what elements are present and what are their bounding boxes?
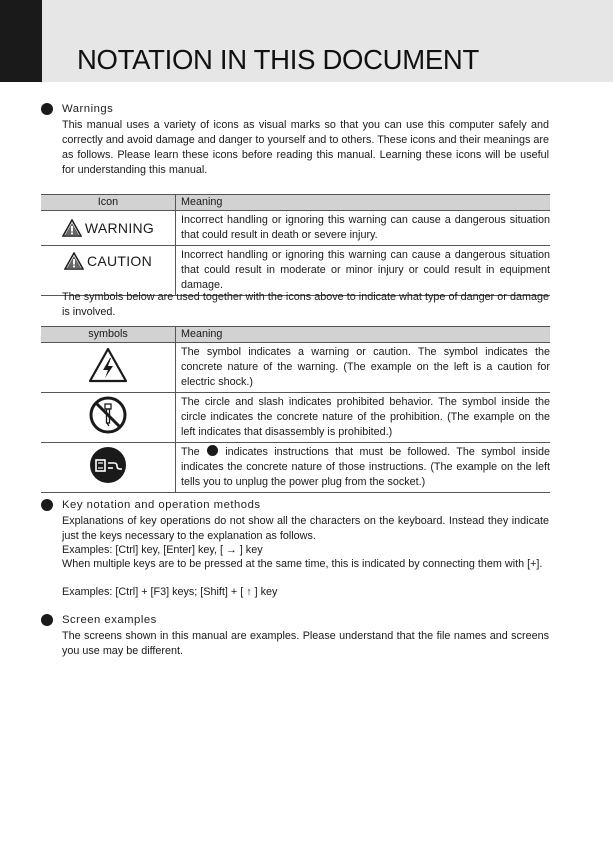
no-disassembly-meaning: The circle and slash indicates prohibited behavior. The symbol inside the circle indicates the concrete nature of the prohibition. (The example on the left indicates that disassembly is prohibited.) [176,393,551,443]
col-icon-header: Icon [41,195,176,211]
key-example-2: Examples: [Ctrl] + [F3] keys; [Shift] + [ ↑ ] key [62,586,278,598]
warnings-heading [41,103,113,115]
mandatory-dot-icon [207,445,218,456]
unplug-meaning-b: indicates instructions that must be followed. The symbol inside indicates the concrete nature of those instructions. (The example on the left tells you to unplug the power plug from the socket.) [181,446,550,488]
caution-triangle-icon [64,252,84,270]
symbols-intro: The symbols below are used together with the icons above to indicate what type of danger or damage is involved. [62,291,549,318]
col-meaning-header: Meaning [176,327,551,343]
table-row [41,246,550,296]
key-example-1: Examples: [Ctrl] key, [Enter] key, [ → ] key [62,544,263,556]
col-symbol-header: symbols [41,327,176,343]
warning-meaning: Incorrect handling or ignoring this warning can cause a dangerous situation that could result in death or severe injury. [176,211,551,246]
warning-cell [41,211,176,246]
warnings-intro: This manual uses a variety of icons as visual marks so that you can use this computer safely and correctly and avoid damage and danger to yourself and to others. These icons and their meanings are as follows. Please learn these icons before reading this manual. Learning these icons will be useful for understanding this manual. [62,119,549,176]
key-heading-text: Key notation and operation methods [62,499,261,511]
no-disassembly-icon [88,395,128,435]
electric-shock-cell [41,343,176,393]
unplug-meaning [176,443,551,493]
symbol-table-header [41,327,550,343]
screen-heading [41,614,157,626]
table-row [41,393,550,443]
unplug-meaning-a: The [181,446,206,458]
screen-p1: The screens shown in this manual are examples. Please understand that the file names and screens you use may be different. [62,630,549,657]
unplug-power-icon [88,445,128,485]
electric-shock-meaning: The symbol indicates a warning or caution. The symbol indicates the concrete nature of the warning. (The example on the left is a caution for electric shock.) [176,343,551,393]
unplug-cell [41,443,176,493]
key-heading [41,499,261,511]
table-row [41,211,550,246]
caution-meaning: Incorrect handling or ignoring this warning can cause a dangerous situation that could result in moderate or minor injury or could result in equipment damage. [176,246,551,296]
key-p2: When multiple keys are to be pressed at the same time, this is indicated by connecting them with [+]. [62,558,543,570]
screen-heading-text: Screen examples [62,614,157,626]
warning-label: WARNING [84,219,155,236]
caution-cell [41,246,176,296]
table-row [41,443,550,493]
no-disassembly-cell [41,393,176,443]
col-meaning-header: Meaning [176,195,551,211]
bullet-icon [41,499,53,511]
electric-shock-triangle-icon [88,347,128,383]
warnings-heading-text: Warnings [62,103,114,115]
icon-table [41,194,550,296]
bullet-icon [41,103,53,115]
key-p1: Explanations of key operations do not show all the characters on the keyboard. Instead they indicate just the keys necessary to the explanation as follows. [62,515,549,542]
bullet-icon [41,614,53,626]
page-title: NOTATION IN THIS DOCUMENT [77,44,479,75]
symbol-table [41,326,550,493]
icon-table-header [41,195,550,211]
table-row [41,343,550,393]
warning-triangle-icon [62,219,82,237]
black-tab [0,0,42,82]
caution-label: CAUTION [86,252,153,269]
